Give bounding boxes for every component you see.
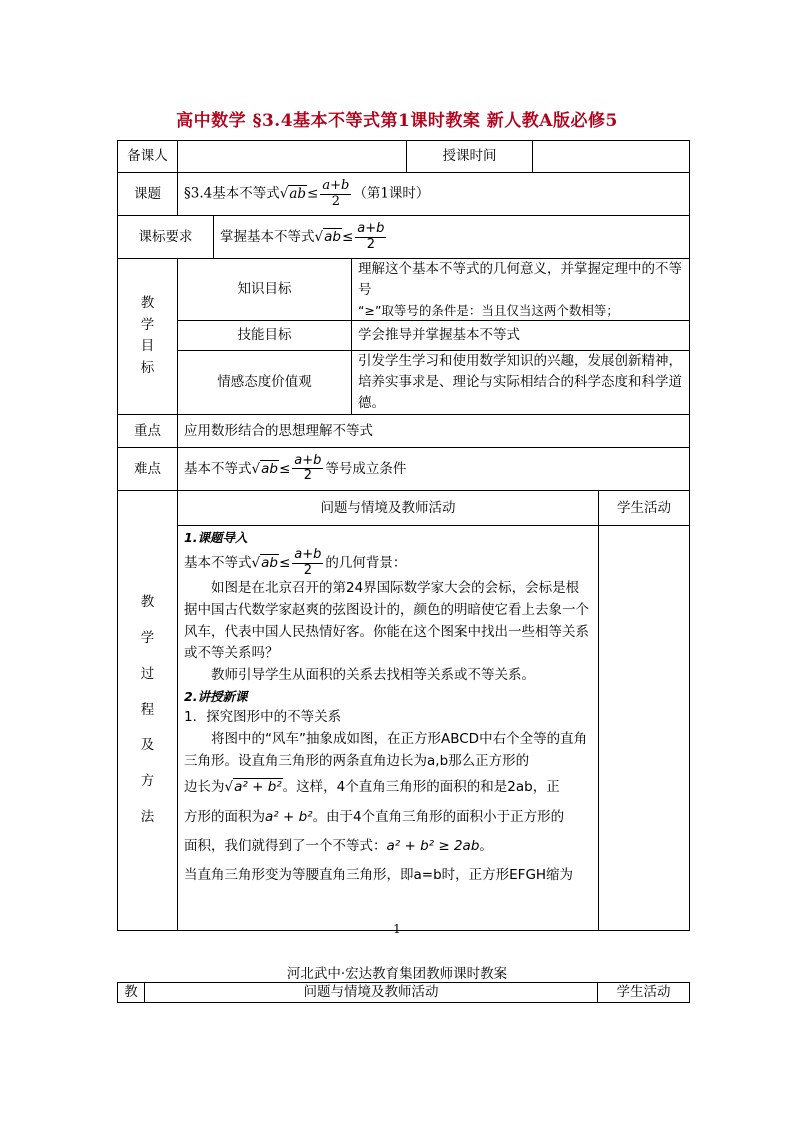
page2-header: 河北武中·宏达教育集团教师课时教案 xyxy=(286,966,508,982)
sqrt-a2b2: √a² + b² xyxy=(224,778,282,795)
guocheng-label: 教 学 过 程 及 方 法 xyxy=(118,490,178,930)
process-p8: 面积，我们就得到了一个不等式：a² + b² ≥ 2ab。 xyxy=(184,838,493,855)
mubiao-label: 教 学 目 标 xyxy=(118,259,178,415)
zhishi-text: 理解这个基本不等式的几何意义，并掌握定理中的不等号 “≥”取等号的条件是：当且仅当这两个数相等； xyxy=(352,259,690,321)
sqrt-ab: √ab xyxy=(251,460,278,477)
page2-col1: 教 xyxy=(118,983,145,1003)
process-p5: 将图中的“风车”抽象成如图，在正方形ABCD中右个全等的直角三角形。设直角三角形的两条直角边长为a,b那么正方形的 xyxy=(184,731,588,770)
page2-col3: 学生活动 xyxy=(598,983,690,1003)
section-heading-2: 2.讲授新课 xyxy=(184,689,248,705)
keti-value xyxy=(178,173,690,216)
process-p4: 1．探究图形中的不等关系 xyxy=(184,709,342,726)
fraction: $\frac{a+b}{2}$ xyxy=(357,221,385,252)
nandian-label: 难点 xyxy=(118,447,178,490)
process-p2: 如图是在北京召开的第24界国际数学家大会的会标，会标是根据中国古代数学家赵爽的弦图设计的，颜色的明暗使它看上去象一个风车，代表中国人民热情好客。你能在这个图案中找出一些相等关系或不等关系吗？ xyxy=(184,579,589,662)
qinggan-text: 引发学生学习和使用数学知识的兴趣，发展创新精神，培养实事求是、理论与实际相结合的科学态度和科学道德。 xyxy=(352,351,690,415)
zhongdian-label: 重点 xyxy=(118,414,178,447)
zhishi-label: 知识目标 xyxy=(178,259,352,321)
wenti-header: 问题与情境及教师活动 xyxy=(178,490,599,525)
document-title: 高中数学 §3.4基本不等式第1课时教案 新人教A版必修5 xyxy=(176,111,618,131)
fraction: $\frac{a+b}{2}$ xyxy=(322,178,350,209)
process-p1: 基本不等式√ab≤ $\frac{a+b}{2}$ 的几何背景： xyxy=(184,547,407,578)
process-p3: 教师引导学生从面积的关系去找相等关系或不等关系。 xyxy=(211,667,535,684)
process-p7: 方形的面积为a² + b²。由于4个直角三角形的面积小于正方形的 xyxy=(184,808,565,825)
section-heading-1: 1.课题导入 xyxy=(184,529,248,545)
beike-label: 备课人 xyxy=(118,141,178,173)
xuesheng-header: 学生活动 xyxy=(599,490,690,525)
shouke-value[interactable] xyxy=(533,141,690,173)
sqrt-ab: √ab xyxy=(314,229,341,245)
keti-label: 课题 xyxy=(118,173,178,216)
nandian-text: 基本不等式√ab≤ $\frac{a+b}{2}$ 等号成立条件 xyxy=(178,447,690,490)
fraction: $\frac{a+b}{2}$ xyxy=(294,547,322,578)
biaozhun-prefix: 掌握基本不等式 xyxy=(220,229,315,245)
biaozhun-value xyxy=(214,216,690,259)
sqrt-ab: √ab xyxy=(279,185,307,202)
beike-value[interactable] xyxy=(178,141,407,173)
keti-prefix: §3.4基本不等式 xyxy=(184,185,280,202)
lesson-table xyxy=(117,140,690,931)
qinggan-label: 情感态度价值观 xyxy=(178,351,352,415)
page2-col2: 问题与情境及教师活动 xyxy=(145,983,598,1003)
process-p9: 当直角三角形变为等腰直角三角形，即a=b时，正方形EFGH缩为 xyxy=(184,867,574,884)
fraction: $\frac{a+b}{2}$ xyxy=(294,453,322,484)
zhongdian-text: 应用数形结合的思想理解不等式 xyxy=(178,414,690,447)
process-p6: 边长为√a² + b²。这样，4个直角三角形的面积的和是2ab，正 xyxy=(184,778,560,795)
jineng-text: 学会推导并掌握基本不等式 xyxy=(352,321,690,351)
jineng-label: 技能目标 xyxy=(178,321,352,351)
page-number: 1 xyxy=(393,922,401,936)
shouke-label: 授课时间 xyxy=(407,141,533,173)
process-content xyxy=(178,525,599,930)
xuesheng-content[interactable] xyxy=(599,525,690,930)
keti-suffix: （第1课时） xyxy=(353,185,430,202)
leq-sign: ≤ xyxy=(341,229,354,245)
leq-sign: ≤ xyxy=(307,185,319,202)
page2-table xyxy=(117,982,690,1003)
biaozhun-label: 课标要求 xyxy=(118,216,214,259)
sqrt-ab: √ab xyxy=(251,555,278,572)
